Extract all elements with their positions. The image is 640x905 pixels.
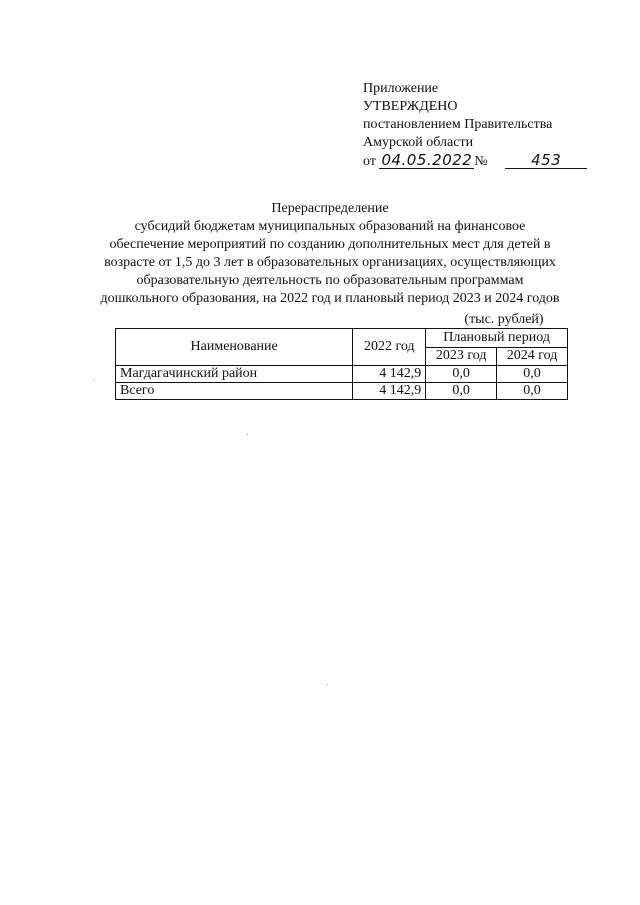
number-sign: № (474, 154, 488, 169)
heading-line-3: обеспечение мероприятий по созданию дополнительных мест для детей в (109, 237, 551, 252)
heading-line-5: образовательную деятельность по образовательным программам (136, 273, 524, 288)
total-name: Всего (116, 383, 353, 400)
heading-line-4: возрасте от 1,5 до 3 лет в образовательных организациях, осуществляющих (104, 255, 556, 270)
table-row-total (116, 383, 568, 400)
row-name: Магдагачинский район (116, 366, 353, 383)
approval-date-line (363, 152, 587, 171)
row-2023-value: 0,0 (426, 366, 497, 383)
table-header-row (116, 329, 568, 348)
header-2022: 2022 год (353, 329, 426, 366)
scan-speck (247, 434, 248, 435)
handwritten-date: 04.05.2022 (381, 151, 473, 169)
header-planned-period: Плановый период (426, 329, 568, 348)
heading-line-6: дошкольного образования, на 2022 год и плановый период 2023 и 2024 годов (100, 291, 560, 306)
total-2022-value: 4 142,9 (353, 383, 426, 400)
heading-line-2: субсидий бюджетам муниципальных образований на финансовое (134, 219, 526, 234)
approval-approved: УТВЕРЖДЕНО (363, 99, 458, 114)
document-heading (80, 200, 580, 308)
approval-appendix: Приложение (363, 81, 439, 96)
approval-region: Амурской области (363, 135, 474, 150)
scan-speck (327, 684, 328, 685)
units-label: (тыс. рублей) (464, 312, 544, 327)
heading-title: Перераспределение (271, 201, 389, 216)
date-prefix: от (363, 154, 376, 169)
header-2023: 2023 год (426, 347, 497, 366)
approval-block (363, 80, 587, 171)
scan-speck (93, 380, 94, 381)
approval-resolution: постановлением Правительства (363, 117, 553, 132)
row-2024-value: 0,0 (497, 366, 568, 383)
row-2022-value: 4 142,9 (353, 366, 426, 383)
subsidy-table (115, 328, 568, 400)
handwritten-number: 453 (505, 152, 587, 169)
header-name: Наименование (116, 329, 353, 366)
header-2024: 2024 год (497, 347, 568, 366)
total-2023-value: 0,0 (426, 383, 497, 400)
table-row (116, 366, 568, 383)
total-2024-value: 0,0 (497, 383, 568, 400)
